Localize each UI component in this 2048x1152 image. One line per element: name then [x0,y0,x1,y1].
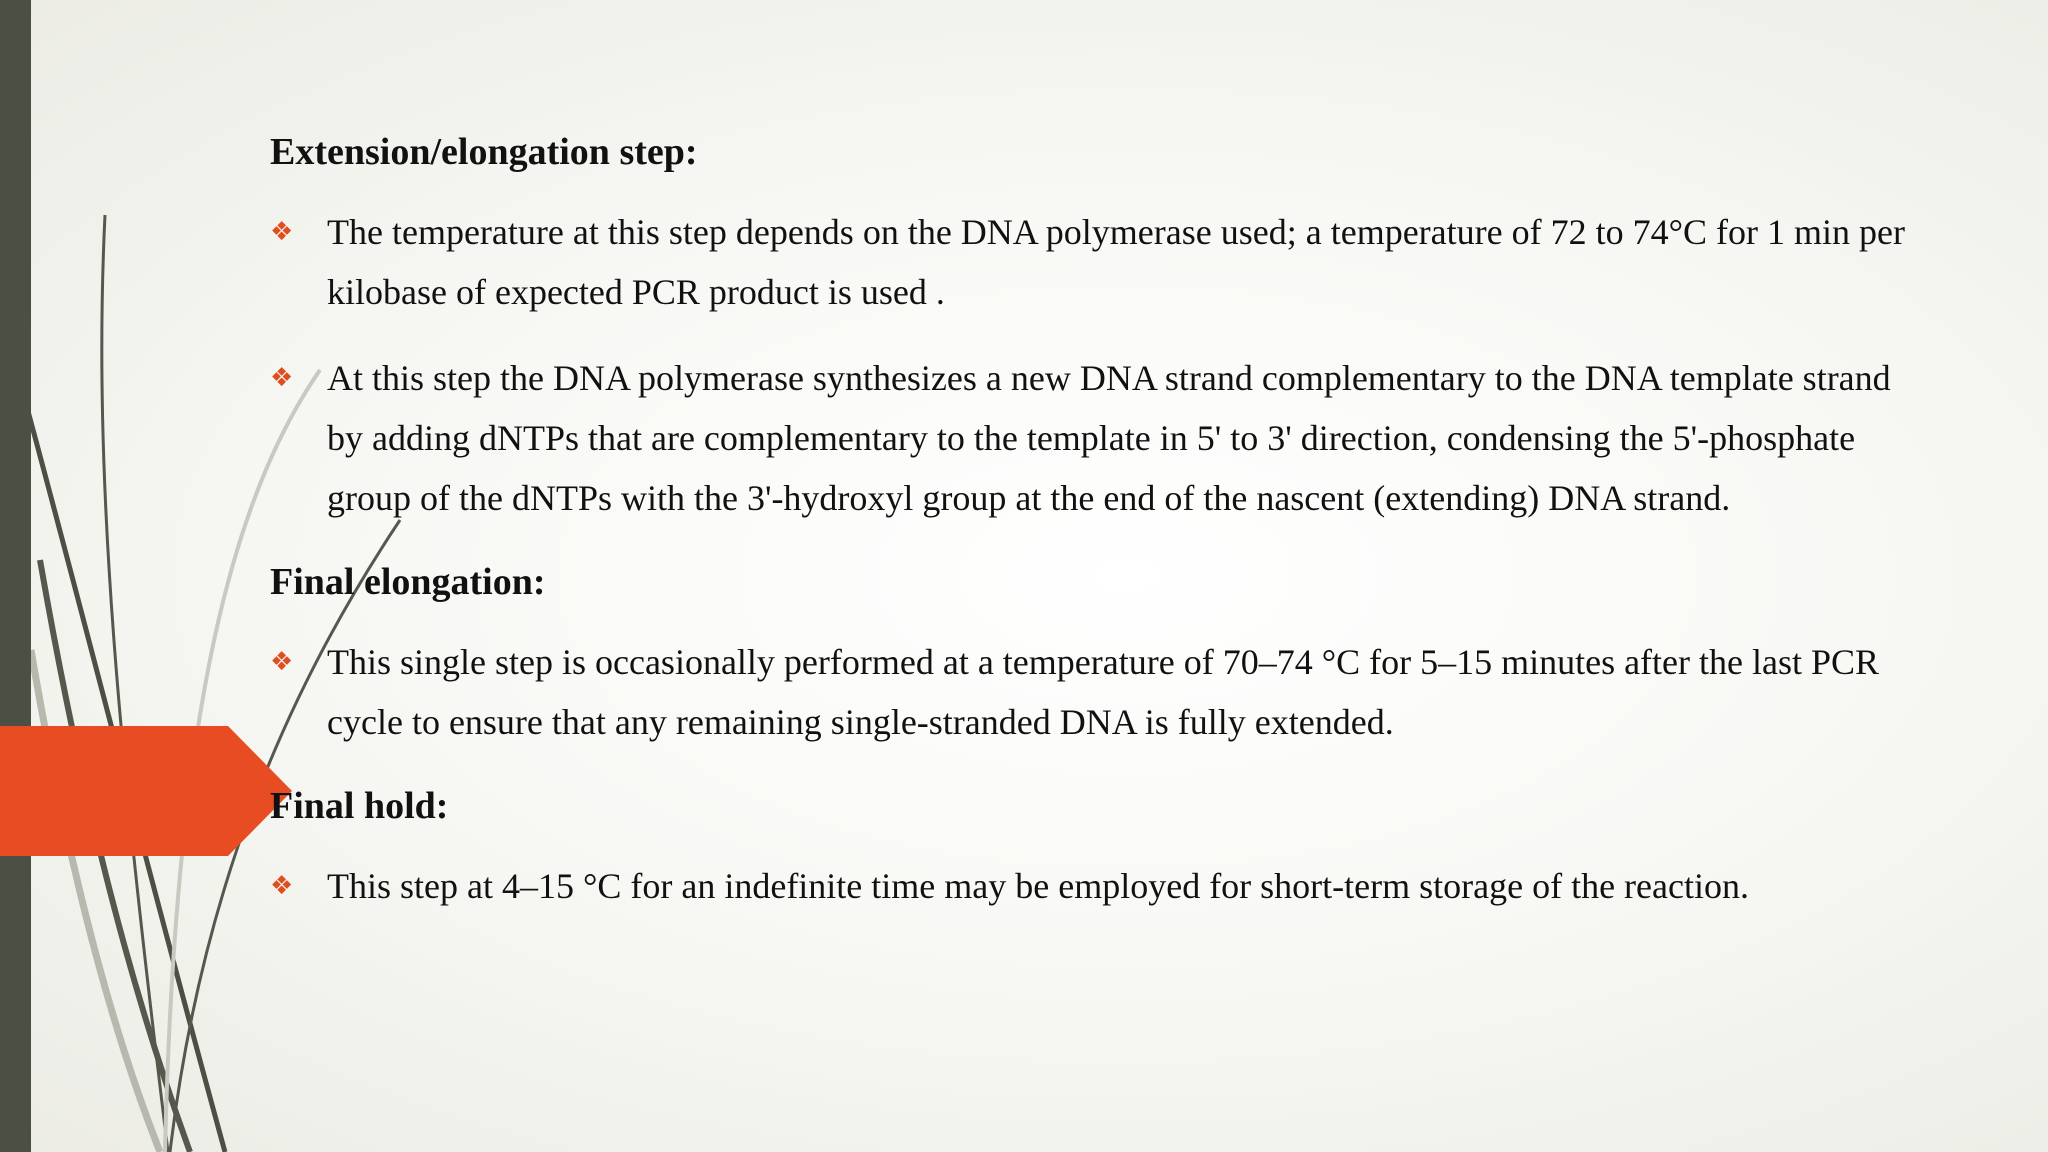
diamond-bullet-icon: ❖ [270,363,294,393]
heading-final-elongation: Final elongation: [270,561,546,603]
left-accent-bar [0,0,31,1152]
bullet-extension-temperature [270,202,1930,322]
diamond-bullet-icon: ❖ [270,647,294,677]
diamond-bullet-icon: ❖ [270,217,294,247]
bullet-final-hold [270,856,1930,916]
bullet-text: This single step is occasionally performed at a temperature of 70–74 °C for 5–15 minutes after the last PCR cycle to ensure that any remaining single-stranded DNA is fully extended. [327,642,1880,742]
heading-extension: Extension/elongation step: [270,131,698,173]
bullet-final-elongation [270,632,1930,752]
orange-arrow-tab [0,726,292,856]
bullet-text: At this step the DNA polymerase synthesizes a new DNA strand complementary to the DNA template strand by adding dNTPs that are complementary to the template in 5' to 3' direction, condensing the 5'-phosphate group of the dNTPs with the 3'-hydroxyl group at the end of the nascent (extending) DNA strand. [327,358,1891,518]
bullet-text: This step at 4–15 °C for an indefinite time may be employed for short-term storage of the reaction. [327,866,1749,906]
slide-content [270,124,1930,942]
heading-final-hold: Final hold: [270,785,449,827]
diamond-bullet-icon: ❖ [270,871,294,901]
bullet-extension-synthesis [270,348,1930,528]
bullet-text: The temperature at this step depends on the DNA polymerase used; a temperature of 72 to 74°C for 1 min per kilobase of expected PCR product is used . [327,212,1905,312]
